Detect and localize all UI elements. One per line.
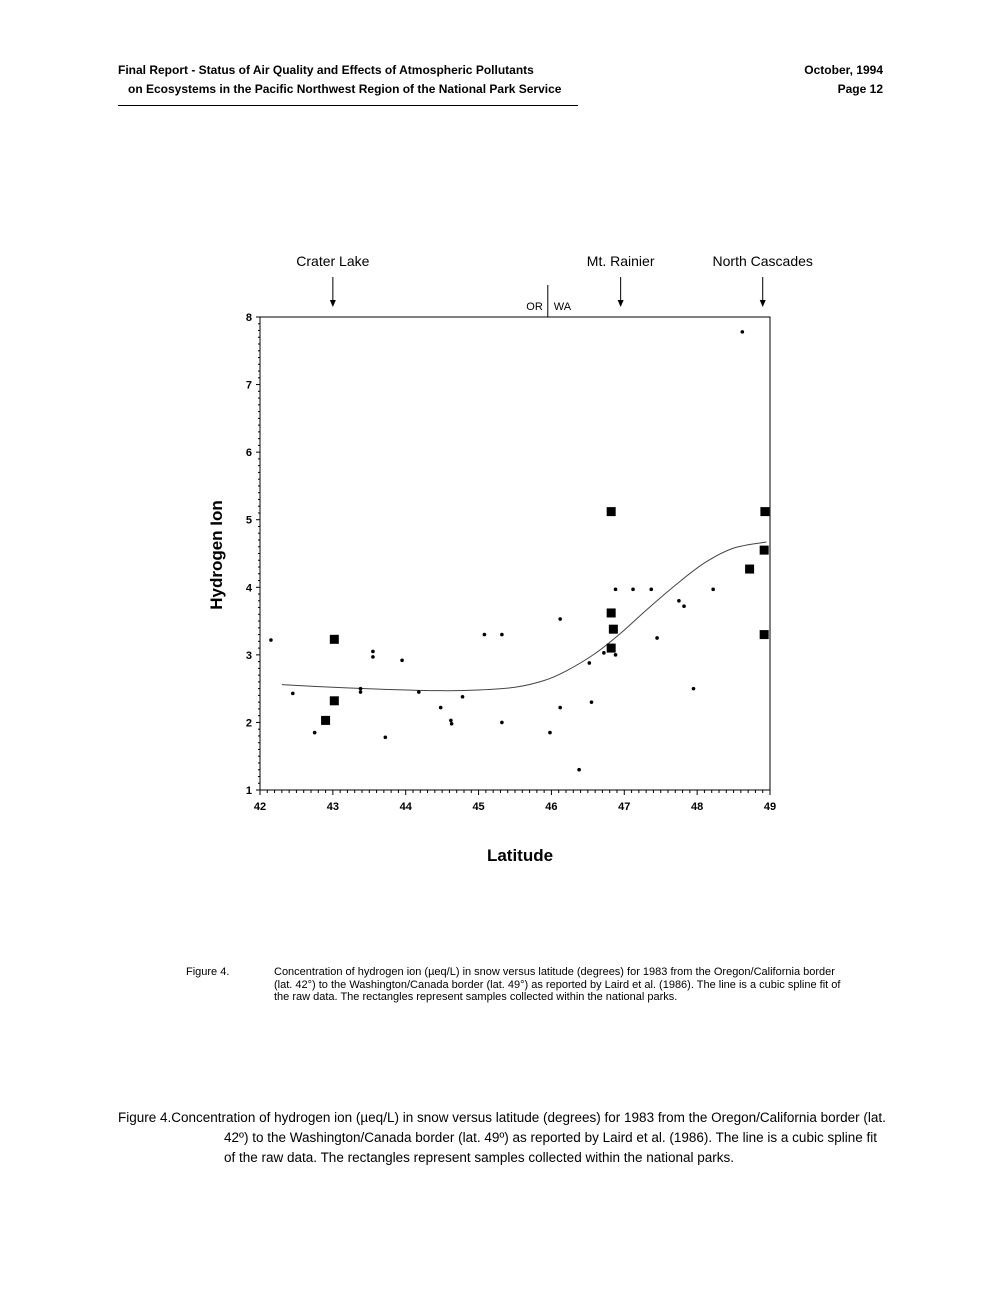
y-axis (246, 312, 260, 797)
spline-fit-line (282, 542, 766, 691)
state-label-or: OR (526, 301, 543, 313)
data-point-dot (359, 690, 363, 694)
y-tick-label: 5 (245, 514, 252, 527)
x-tick-label: 45 (472, 801, 485, 813)
data-point-square (607, 507, 616, 516)
data-point-square (607, 644, 616, 653)
data-point-square (745, 565, 754, 574)
data-point-dot (588, 661, 592, 665)
plot-frame (260, 317, 770, 790)
data-point-dot (417, 690, 421, 694)
annotation-arrow-head (760, 300, 766, 307)
y-tick-label: 1 (245, 785, 252, 797)
report-date: October, 1994 (804, 63, 883, 77)
figure-caption-scanned (186, 966, 846, 1004)
y-tick-label: 8 (245, 312, 252, 324)
data-point-square (330, 635, 339, 644)
x-tick-label: 46 (545, 801, 558, 813)
y-tick-label: 7 (245, 379, 252, 392)
data-point-dot (449, 719, 453, 723)
data-point-dot (500, 633, 504, 637)
data-point-dot (400, 658, 404, 662)
data-point-dot (384, 735, 388, 739)
data-point-square (321, 716, 330, 725)
data-point-square (760, 630, 769, 639)
data-point-square (760, 507, 769, 516)
page-number: Page 12 (837, 82, 883, 96)
data-point-dot (291, 692, 295, 696)
x-tick-label: 42 (253, 801, 267, 813)
data-point-dot (711, 588, 715, 592)
data-point-dot (461, 695, 465, 699)
report-title-line-2: on Ecosystems in the Pacific Northwest Region of the National Park Service (128, 82, 562, 96)
x-tick-label: 44 (399, 801, 412, 813)
data-point-dot (631, 588, 635, 592)
y-tick-label: 4 (245, 582, 252, 595)
top-annotations (296, 253, 813, 317)
annotation-arrow-head (330, 300, 336, 307)
data-point-dot (590, 700, 594, 704)
data-point-dot (558, 706, 562, 710)
x-axis (254, 790, 776, 813)
annotation-label: Mt. Rainier (586, 253, 655, 269)
figure-label: Figure 4. (186, 966, 230, 978)
data-point-dot (500, 721, 504, 725)
data-point-dot (313, 731, 317, 735)
report-title-line-1: Final Report - Status of Air Quality and Effects of Atmospheric Pollutants (118, 63, 534, 77)
data-point-dot (682, 604, 686, 608)
state-label-wa: WA (553, 301, 572, 313)
data-point-dot (483, 633, 487, 637)
data-point-dot (371, 655, 375, 659)
figure-caption-scanned-text: Concentration of hydrogen ion (µeq/L) in snow versus latitude (degrees) for 1983 from the Oregon/California border (lat. 42°) to the Washington/Canada border (lat. 49°) as reported by Laird et al. (1986). The line is a cubic spline fit of the raw data. The rectangles represent samples collected within the national parks. (274, 966, 841, 1003)
x-tick-label: 47 (618, 801, 631, 813)
data-point-dot (602, 651, 606, 655)
y-tick-label: 6 (245, 447, 252, 460)
data-point-square (330, 696, 339, 705)
y-tick-label: 2 (245, 717, 252, 730)
data-point-dot (371, 650, 375, 654)
annotation-arrow-head (618, 300, 624, 307)
scatter-chart (190, 235, 840, 875)
data-point-dot (649, 588, 653, 592)
data-point-dot (655, 636, 659, 640)
data-point-dot (450, 722, 454, 726)
data-point-dot (741, 330, 745, 334)
y-axis-title: Hydrogen Ion (207, 500, 226, 610)
data-point-dot (269, 638, 273, 642)
data-point-dot (614, 653, 618, 657)
x-tick-label: 43 (326, 801, 339, 813)
x-tick-label: 49 (763, 801, 777, 813)
data-point-dot (614, 588, 618, 592)
data-point-dot (558, 617, 562, 621)
data-point-square (609, 625, 618, 634)
data-point-square (607, 608, 616, 617)
data-point-dot (692, 687, 696, 691)
data-point-dot (677, 599, 681, 603)
y-tick-label: 3 (245, 649, 252, 662)
data-point-dot (548, 731, 552, 735)
figure-caption: Figure 4.Concentration of hydrogen ion (µeq/L) in snow versus latitude (degrees) for 1983 from the Oregon/California border (lat. 42º) to the Washington/Canada border (lat. 49º) as reported by Laird et al. (1986). The line is a cubic spline fit of the raw data. The rectangles represent samples collected within the national parks. (118, 1110, 886, 1165)
data-point-square (760, 546, 769, 555)
x-tick-label: 48 (691, 801, 704, 813)
header-rule (118, 105, 578, 106)
data-point-dot (439, 706, 443, 710)
annotation-label: Crater Lake (296, 253, 370, 269)
data-points (269, 330, 769, 771)
x-axis-title: Latitude (486, 846, 554, 865)
data-point-dot (577, 768, 581, 772)
data-point-dot (359, 687, 363, 691)
annotation-label: North Cascades (712, 253, 813, 269)
